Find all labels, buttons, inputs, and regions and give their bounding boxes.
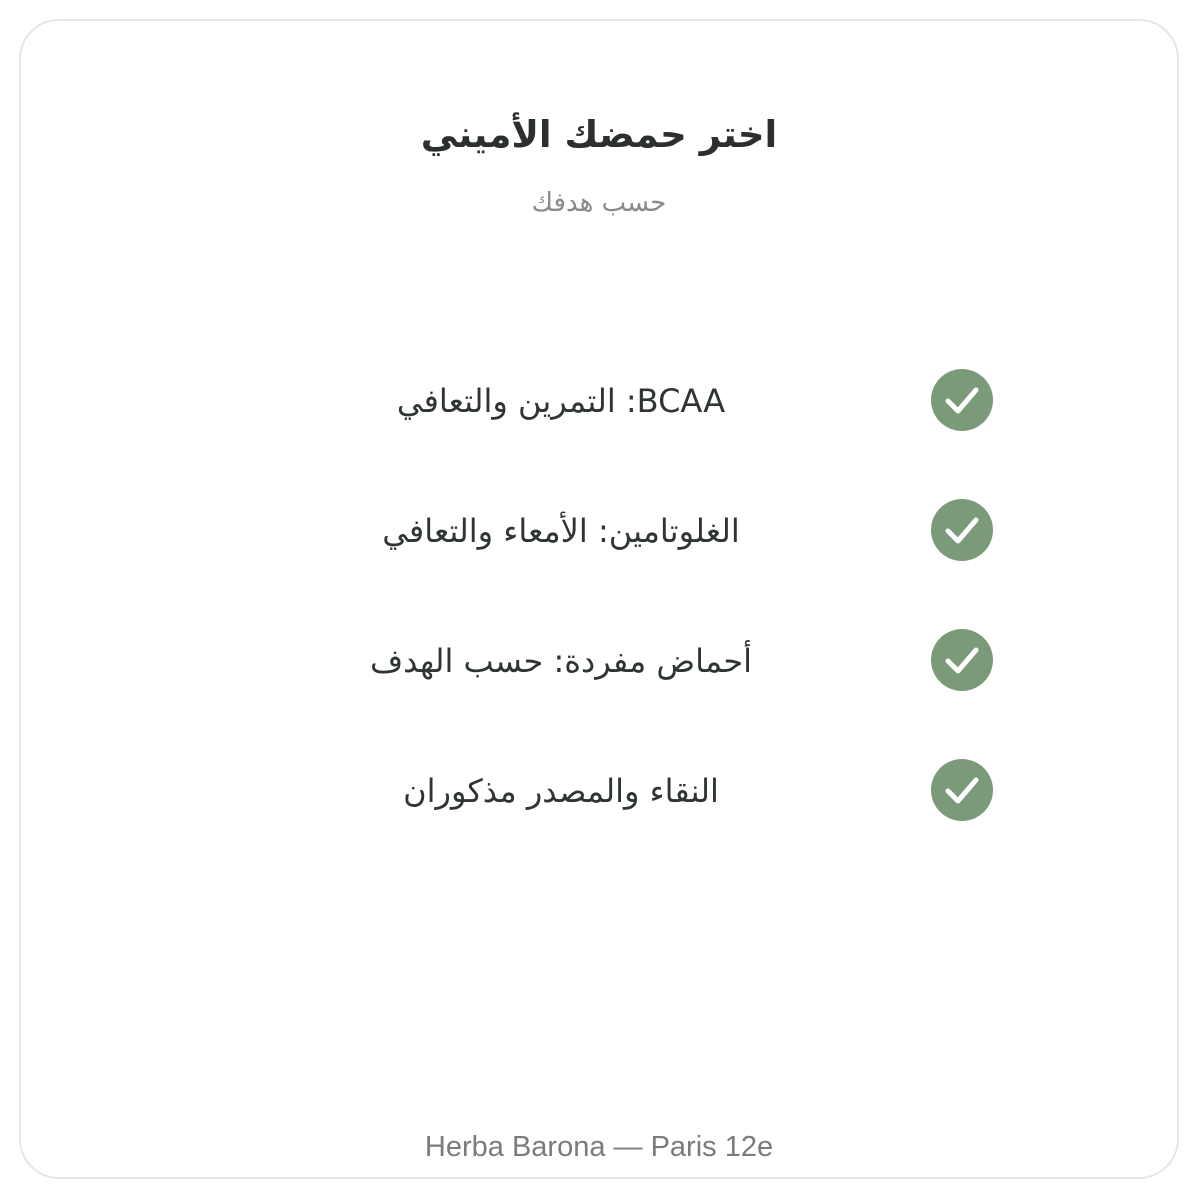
feature-item-label: النقاء والمصدر مذكوران [403, 772, 719, 810]
feature-item-bcaa [21, 369, 1177, 433]
footer-brand: Herba Barona — Paris 12e [424, 1131, 774, 1163]
info-card [19, 19, 1179, 1179]
page-subtitle: حسب هدفك [531, 188, 667, 218]
feature-item-purity [21, 759, 1177, 823]
feature-item-label: أحماض مفردة: حسب الهدف [369, 642, 752, 680]
check-circle-icon [931, 499, 993, 561]
page-title: اختر حمضك الأميني [420, 113, 778, 156]
feature-item-single-acids [21, 629, 1177, 693]
check-circle-icon [931, 759, 993, 821]
feature-item-label: BCAA: التمرين والتعافي [396, 382, 726, 420]
feature-item-label: الغلوتامين: الأمعاء والتعافي [382, 512, 740, 550]
check-circle-icon [931, 629, 993, 691]
feature-item-glutamine [21, 499, 1177, 563]
check-circle-icon [931, 369, 993, 431]
